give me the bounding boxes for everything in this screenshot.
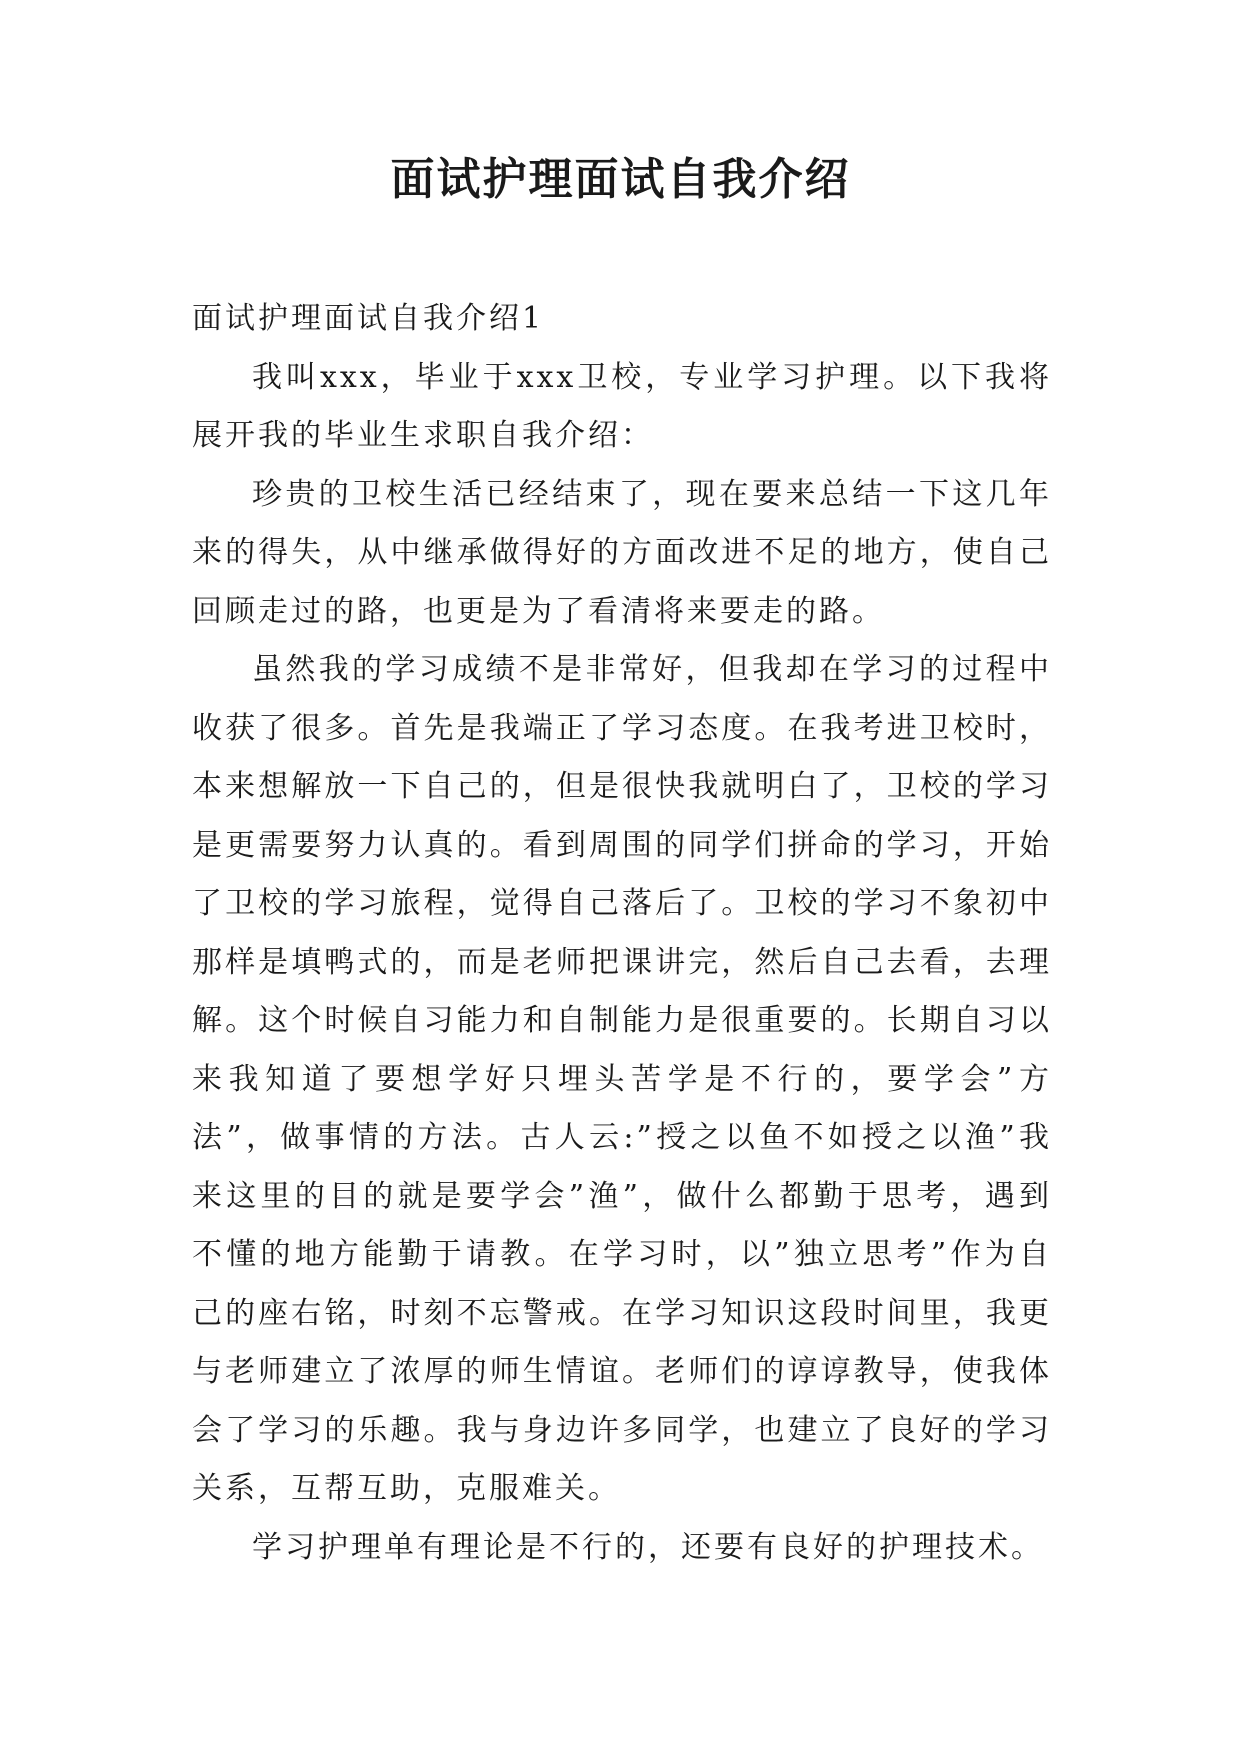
section-heading: 面试护理面试自我介绍1	[192, 301, 545, 336]
paragraph-reflection: 珍贵的卫校生活已经结束了，现在要来总结一下这几年来的得失，从中继承做得好的方面改进不足的地方，使自己回顾走过的路，也更是为了看清将来要走的路。	[192, 476, 1052, 629]
paragraph-study: 虽然我的学习成绩不是非常好，但我却在学习的过程中收获了很多。首先是我端正了学习态度。在我考进卫校时，本来想解放一下自己的，但是很快我就明白了，卫校的学习是更需要努力认真的。看到周围的同学们拼命的学习，开始了卫校的学习旅程，觉得自己落后了。卫校的学习不象初中那样是填鸭式的，而是老师把课讲完，然后自己去看，去理解。这个时候自习能力和自制能力是很重要的。长期自习以来我知道了要想学好只埋头苦学是不行的，要学会”方法”，做事情的方法。古人云:”授之以鱼不如授之以渔”我来这里的目的就是要学会”渔”，做什么都勤于思考，遇到不懂的地方能勤于请教。在学习时，以”独立思考”作为自己的座右铭，时刻不忘警戒。在学习知识这段时间里，我更与老师建立了浓厚的师生情谊。老师们的谆谆教导，使我体会了学习的乐趣。我与身边许多同学，也建立了良好的学习关系，互帮互助，克服难关。	[192, 652, 1052, 1506]
document-title: 面试护理面试自我介绍	[390, 154, 851, 205]
paragraph-skills: 学习护理单有理论是不行的，还要有良好的护理技术。	[252, 1529, 1044, 1565]
paragraph-intro: 我叫xxx，毕业于xxx卫校，专业学习护理。以下我将展开我的毕业生求职自我介绍：	[192, 359, 1052, 453]
document-body	[192, 290, 1052, 1577]
